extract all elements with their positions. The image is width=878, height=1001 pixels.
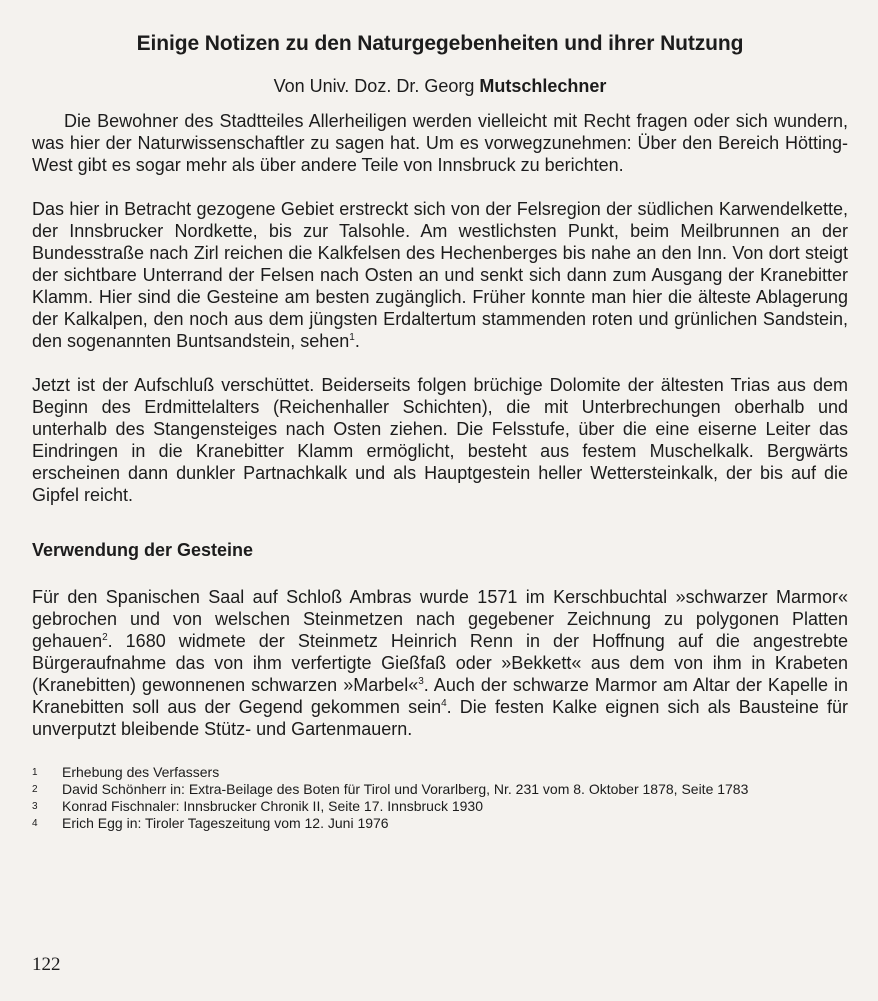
paragraph-4 bbox=[32, 586, 848, 740]
footnote-text: Konrad Fischnaler: Innsbrucker Chronik II, Seite 17. Innsbruck 1930 bbox=[62, 798, 483, 814]
footnote-number: 1 bbox=[32, 767, 38, 778]
footnote-1 bbox=[32, 764, 848, 781]
footnote-text: Erich Egg in: Tiroler Tageszeitung vom 12. Juni 1976 bbox=[62, 815, 389, 831]
footnote-number: 4 bbox=[32, 818, 38, 829]
paragraph-4-part-d: . Die festen Kalke eignen sich als Bausteine für unverputzt bleibende Stütz- und Gartenmauern. bbox=[32, 697, 849, 739]
footnote-3 bbox=[32, 798, 848, 815]
paragraph-3: Jetzt ist der Aufschluß verschüttet. Beiderseits folgen brüchige Dolomite der ältesten Trias aus dem Beginn des Erdmittelalters (Reichenhaller Schichten), die mit Unterbrechungen oberhalb und unterhalb des Stangensteiges nach Osten ziehen. Die Felsstufe, über die eine eiserne Leiter das Eindringen in die Kranebitter Klamm ermöglicht, besteht aus festem Muschelkalk. Bergwärts erscheinen dann dunkler Partnachkalk und als Hauptgestein heller Wettersteinkalk, der bis auf die Gipfel reicht. bbox=[32, 375, 848, 505]
paragraph-4-part-c: . Auch der schwarze Marmor am Altar der Kapelle in Kranebitten soll aus der Gegend gekommen sein bbox=[32, 675, 848, 717]
paragraph-1: Die Bewohner des Stadtteiles Allerheiligen werden vielleicht mit Recht fragen oder sich wundern, was hier der Naturwissenschaftler zu sagen hat. Um es vorwegzunehmen: Über den Bereich Hötting-West gibt es sogar mehr als über andere Teile von Innsbruck zu berichten. bbox=[32, 111, 848, 175]
footnote-ref-2: 2 bbox=[102, 632, 108, 643]
footnote-text: David Schönherr in: Extra-Beilage des Boten für Tirol und Vorarlberg, Nr. 231 vom 8. Oktober 1878, Seite 1783 bbox=[62, 781, 749, 797]
byline-prefix: Von Univ. Doz. Dr. Georg bbox=[273, 76, 475, 96]
footnote-text: Erhebung des Verfassers bbox=[62, 764, 220, 780]
article-title: Einige Notizen zu den Naturgegebenheiten und ihrer Nutzung bbox=[136, 32, 744, 55]
paragraph-2-end: . bbox=[354, 331, 360, 351]
page-number: 122 bbox=[32, 954, 61, 975]
footnote-number: 3 bbox=[32, 801, 38, 812]
paragraph-4-part-b: . 1680 widmete der Steinmetz Heinrich Renn in der Hoffnung auf die angestrebte Bürgeraufnahme das von ihm verfertigte Gießfaß oder »Bekkett« aus dem von ihm in Krabeten (Kranebitten) gewonnenen schwarzen »Marbel« bbox=[32, 631, 848, 695]
footnotes bbox=[32, 764, 848, 832]
section-heading: Verwendung der Gesteine bbox=[32, 540, 254, 560]
footnote-number: 2 bbox=[32, 784, 38, 795]
footnote-4 bbox=[32, 815, 848, 832]
footnote-ref-4: 4 bbox=[441, 698, 447, 709]
paragraph-2 bbox=[32, 198, 848, 352]
byline bbox=[32, 74, 848, 98]
paragraph-2-text: Das hier in Betracht gezogene Gebiet erstreckt sich von der Felsregion der südlichen Karwendelkette, der Innsbrucker Nordkette, bis zur Talsohle. Am westlichsten Punkt, beim Meilbrunnen an der Bundesstraße nach Zirl reichen die Kalkfelsen des Hechenberges bis nahe an den Inn. Von dort steigt der sichtbare Unterrand der Felsen nach Osten an und senkt sich dann zum Ausgang der Kranebitter Klamm. Hier sind die Gesteine am besten zugänglich. Früher konnte man hier die älteste Ablagerung der Kalkalpen, den noch aus dem jüngsten Erdaltertum stammenden roten und grünlichen Sandstein, den sogenannten Buntsandstein, sehen bbox=[32, 199, 848, 351]
footnote-ref-1: 1 bbox=[349, 332, 355, 343]
footnote-ref-3: 3 bbox=[418, 676, 424, 687]
document-page bbox=[32, 30, 848, 832]
paragraph-4-part-a: Für den Spanischen Saal auf Schloß Ambras wurde 1571 im Kerschbuchtal »schwarzer Marmor« gebrochen und von welschen Steinmetzen nach gegebener Zeichnung zu polygonen Platten gehauen bbox=[32, 587, 848, 651]
footnote-2 bbox=[32, 781, 848, 798]
author-name: Mutschlechner bbox=[479, 76, 607, 96]
